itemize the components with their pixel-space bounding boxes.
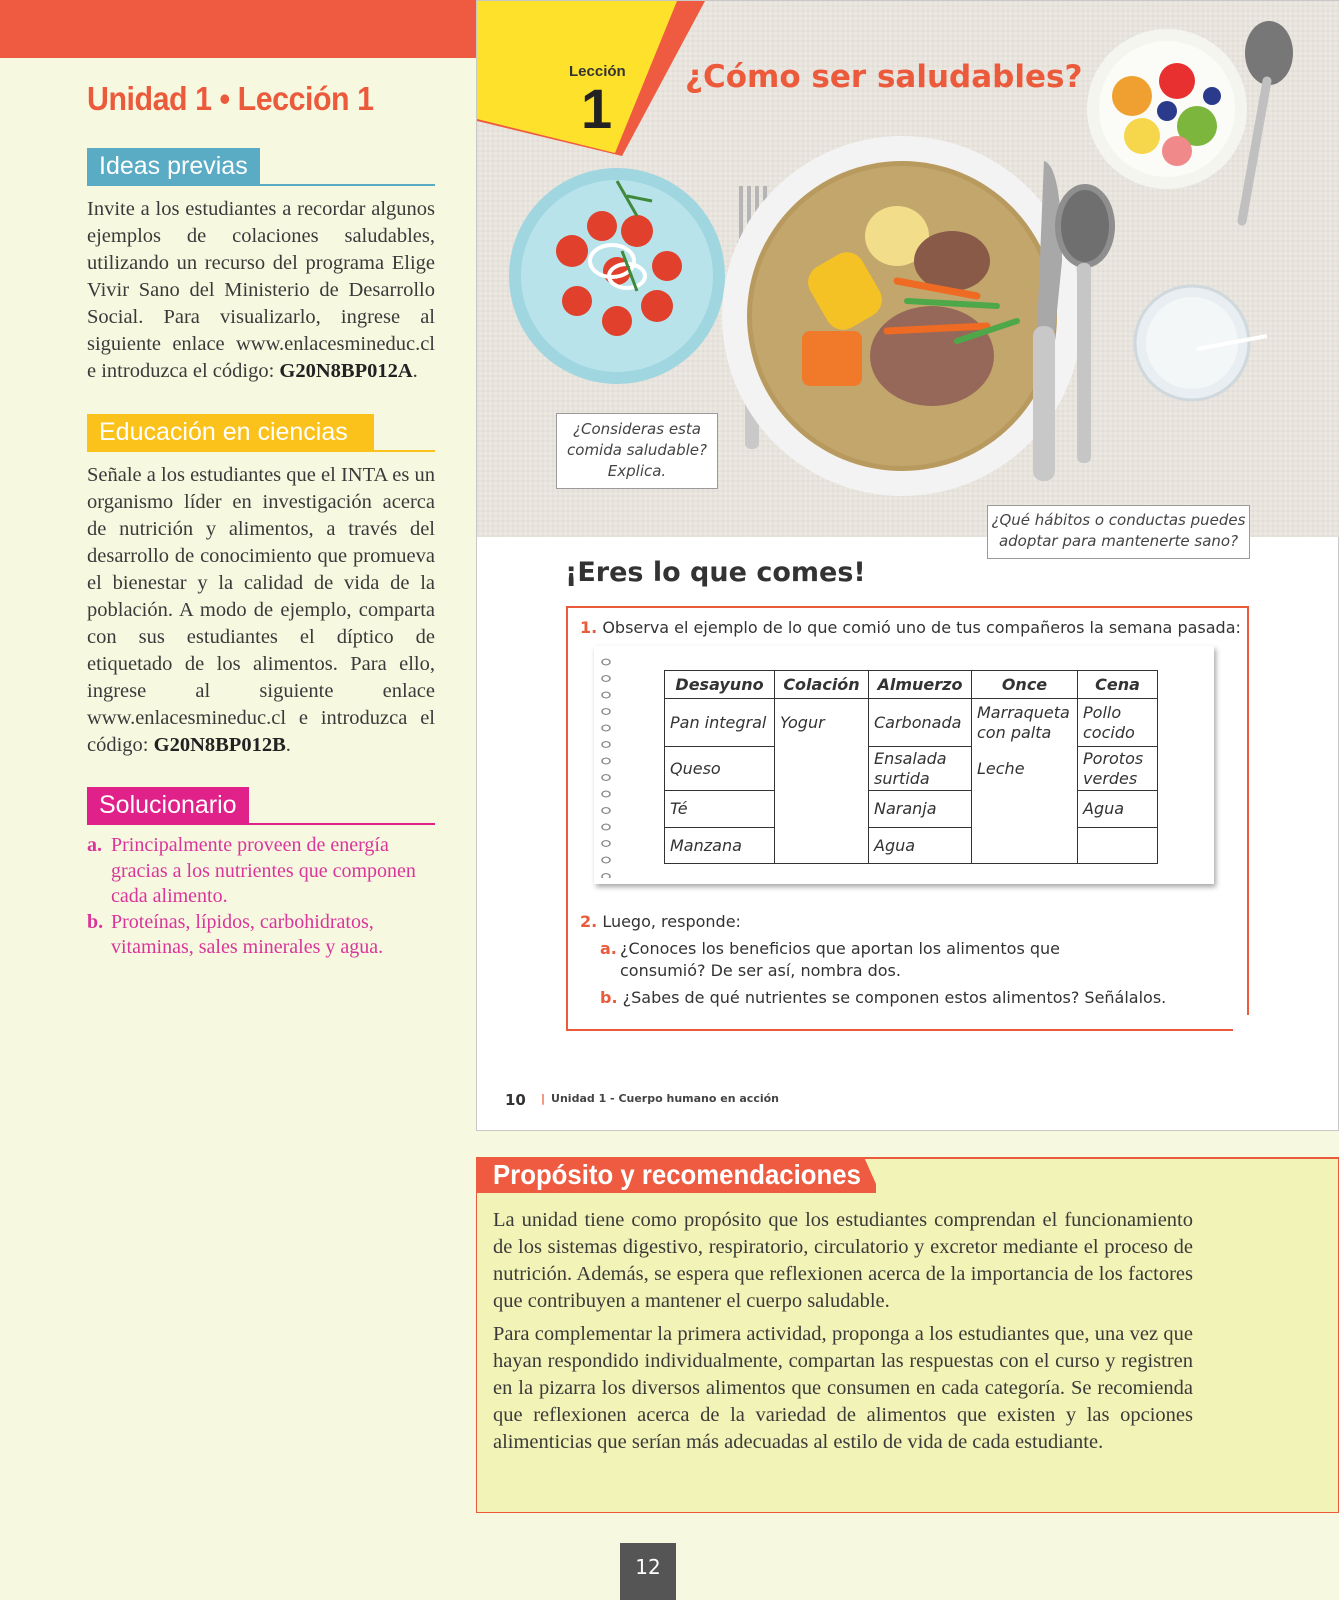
section-title: ¡Eres lo que comes! [565, 557, 866, 588]
student-book-page [476, 0, 1339, 1131]
educacion-ciencias-text: Señale a los estudiantes que el INTA es un organismo líder en investigación acerca de nutrición y alimentos, a través del desarrollo de conocimiento que promueva el bienestar y la calidad de vida de la población. A modo de ejemplo, comparta con sus estudiantes el díptico de etiquetado de los alimentos. Para ello, ingrese al siguiente enlace www.enlacesmineduc.cl e introduzca el código: G20N8BP012B. [87, 464, 435, 756]
ideas-previas-text: Invite a los estudiantes a recordar algunos ejemplos de colaciones saludables, utilizando un recurso del programa Elige Vivir Sano del Ministerio de Desarrollo Social. Para visualizarlo, ingrese al siguiente enlace www.enlacesmineduc.cl e introduzca el código: G20N8BP012A. [87, 198, 435, 382]
solucionario-section [87, 787, 435, 961]
lesson-label: Lección [569, 63, 626, 80]
educacion-ciencias-section [87, 414, 435, 759]
table-cell: Carbonada [869, 699, 972, 747]
table-cell: Naranja [869, 791, 972, 828]
table-cell: Pollo cocido [1078, 699, 1158, 747]
table-cell [775, 828, 869, 864]
question-1: 1. Observa el ejemplo de lo que comió uno de tus compañeros la semana pasada: [580, 618, 1241, 637]
top-color-bar [0, 0, 476, 58]
notebook-card [594, 646, 1214, 884]
solucionario-list [87, 833, 435, 961]
educacion-ciencias-heading: Educación en ciencias [87, 414, 374, 450]
proposito-box [476, 1157, 1339, 1513]
column-header: Colación [775, 671, 869, 699]
list-item: a. Principalmente proveen de energía gracias a los nutrientes que componen cada alimento. [87, 834, 416, 907]
proposito-heading: Propósito y recomendaciones [493, 1159, 861, 1190]
table-row [665, 699, 1158, 747]
table-cell: Queso [665, 747, 775, 791]
table-cell: Yogur [775, 699, 869, 747]
table-cell: Marraqueta con palta [972, 699, 1078, 747]
unit-lesson-title: Unidad 1 • Lección 1 [87, 80, 374, 117]
dessert-spoon-icon [1245, 21, 1293, 85]
lesson-number: 1 [581, 77, 613, 140]
table-cell: Ensalada surtida [869, 747, 972, 791]
table-header-row [665, 671, 1158, 699]
question-2a: a. ¿Conoces los beneficios que aportan los alimentos que consumió? De ser así, nombra dos. [600, 939, 1061, 980]
table-cell: Té [665, 791, 775, 828]
lesson-title: ¿Cómo ser saludables? [685, 59, 1083, 95]
column-header: Desayuno [665, 671, 775, 699]
question-2: 2. Luego, responde: [580, 912, 741, 931]
table-cell [775, 791, 869, 828]
teacher-guide-column [87, 80, 435, 958]
book-page-number: 10 [505, 1091, 526, 1109]
table-cell: Agua [1078, 791, 1158, 828]
column-header: Cena [1078, 671, 1158, 699]
column-header: Once [972, 671, 1078, 699]
table-cell [1078, 828, 1158, 864]
proposito-paragraph-1: La unidad tiene como propósito que los estudiantes comprendan el funcionamiento de los sistemas digestivo, respiratorio, circulatorio y excretor mediante el proceso de nutrición. Además, se espera que reflexionen acerca de la importancia de los factores que contribuyen a mantener el cuerpo saludable. [493, 1209, 1193, 1312]
activity-box [566, 606, 1249, 1031]
table-cell [972, 828, 1078, 864]
table-row [665, 791, 1158, 828]
resource-code: G20N8BP012B [153, 734, 286, 756]
callout-healthy-food: ¿Consideras esta comida saludable? Explica. [556, 413, 718, 489]
table-cell: Agua [869, 828, 972, 864]
column-header: Almuerzo [869, 671, 972, 699]
page-number: 12 [620, 1543, 676, 1600]
table-cell: Pan integral [665, 699, 775, 747]
table-row [665, 747, 1158, 791]
book-footer: | Unidad 1 - Cuerpo humano en acción [541, 1092, 780, 1105]
question-2b: b. ¿Sabes de qué nutrientes se componen estos alimentos? Señálalos. [600, 988, 1167, 1007]
table-row [665, 828, 1158, 864]
proposito-paragraph-2: Para complementar la primera actividad, proponga a los estudiantes que, una vez que hayan respondido individualmente, compartan las respuestas con el curso y registren en la pizarra los diversos alimentos que consumen en cada categoría. Se recomienda que reflexionen acerca de la variedad de alimentos que existen y las opciones alimenticias que serían más adecuadas al estilo de vida de cada estudiante. [493, 1323, 1193, 1453]
solucionario-heading: Solucionario [87, 787, 249, 823]
table-cell: Manzana [665, 828, 775, 864]
spiral-binding-icon [598, 656, 614, 878]
ideas-previas-section [87, 148, 435, 385]
meals-table [664, 670, 1158, 864]
table-cell [775, 747, 869, 791]
table-cell [972, 791, 1078, 828]
table-cell: Porotos verdes [1078, 747, 1158, 791]
callout-habits: ¿Qué hábitos o conductas puedes adoptar para mantenerte sano? [987, 505, 1250, 559]
ideas-previas-heading: Ideas previas [87, 148, 260, 184]
list-item: b. Proteínas, lípidos, carbohidratos, vitaminas, sales minerales y agua. [87, 910, 384, 958]
resource-code: G20N8BP012A [279, 360, 413, 382]
table-cell: Leche [972, 747, 1078, 791]
